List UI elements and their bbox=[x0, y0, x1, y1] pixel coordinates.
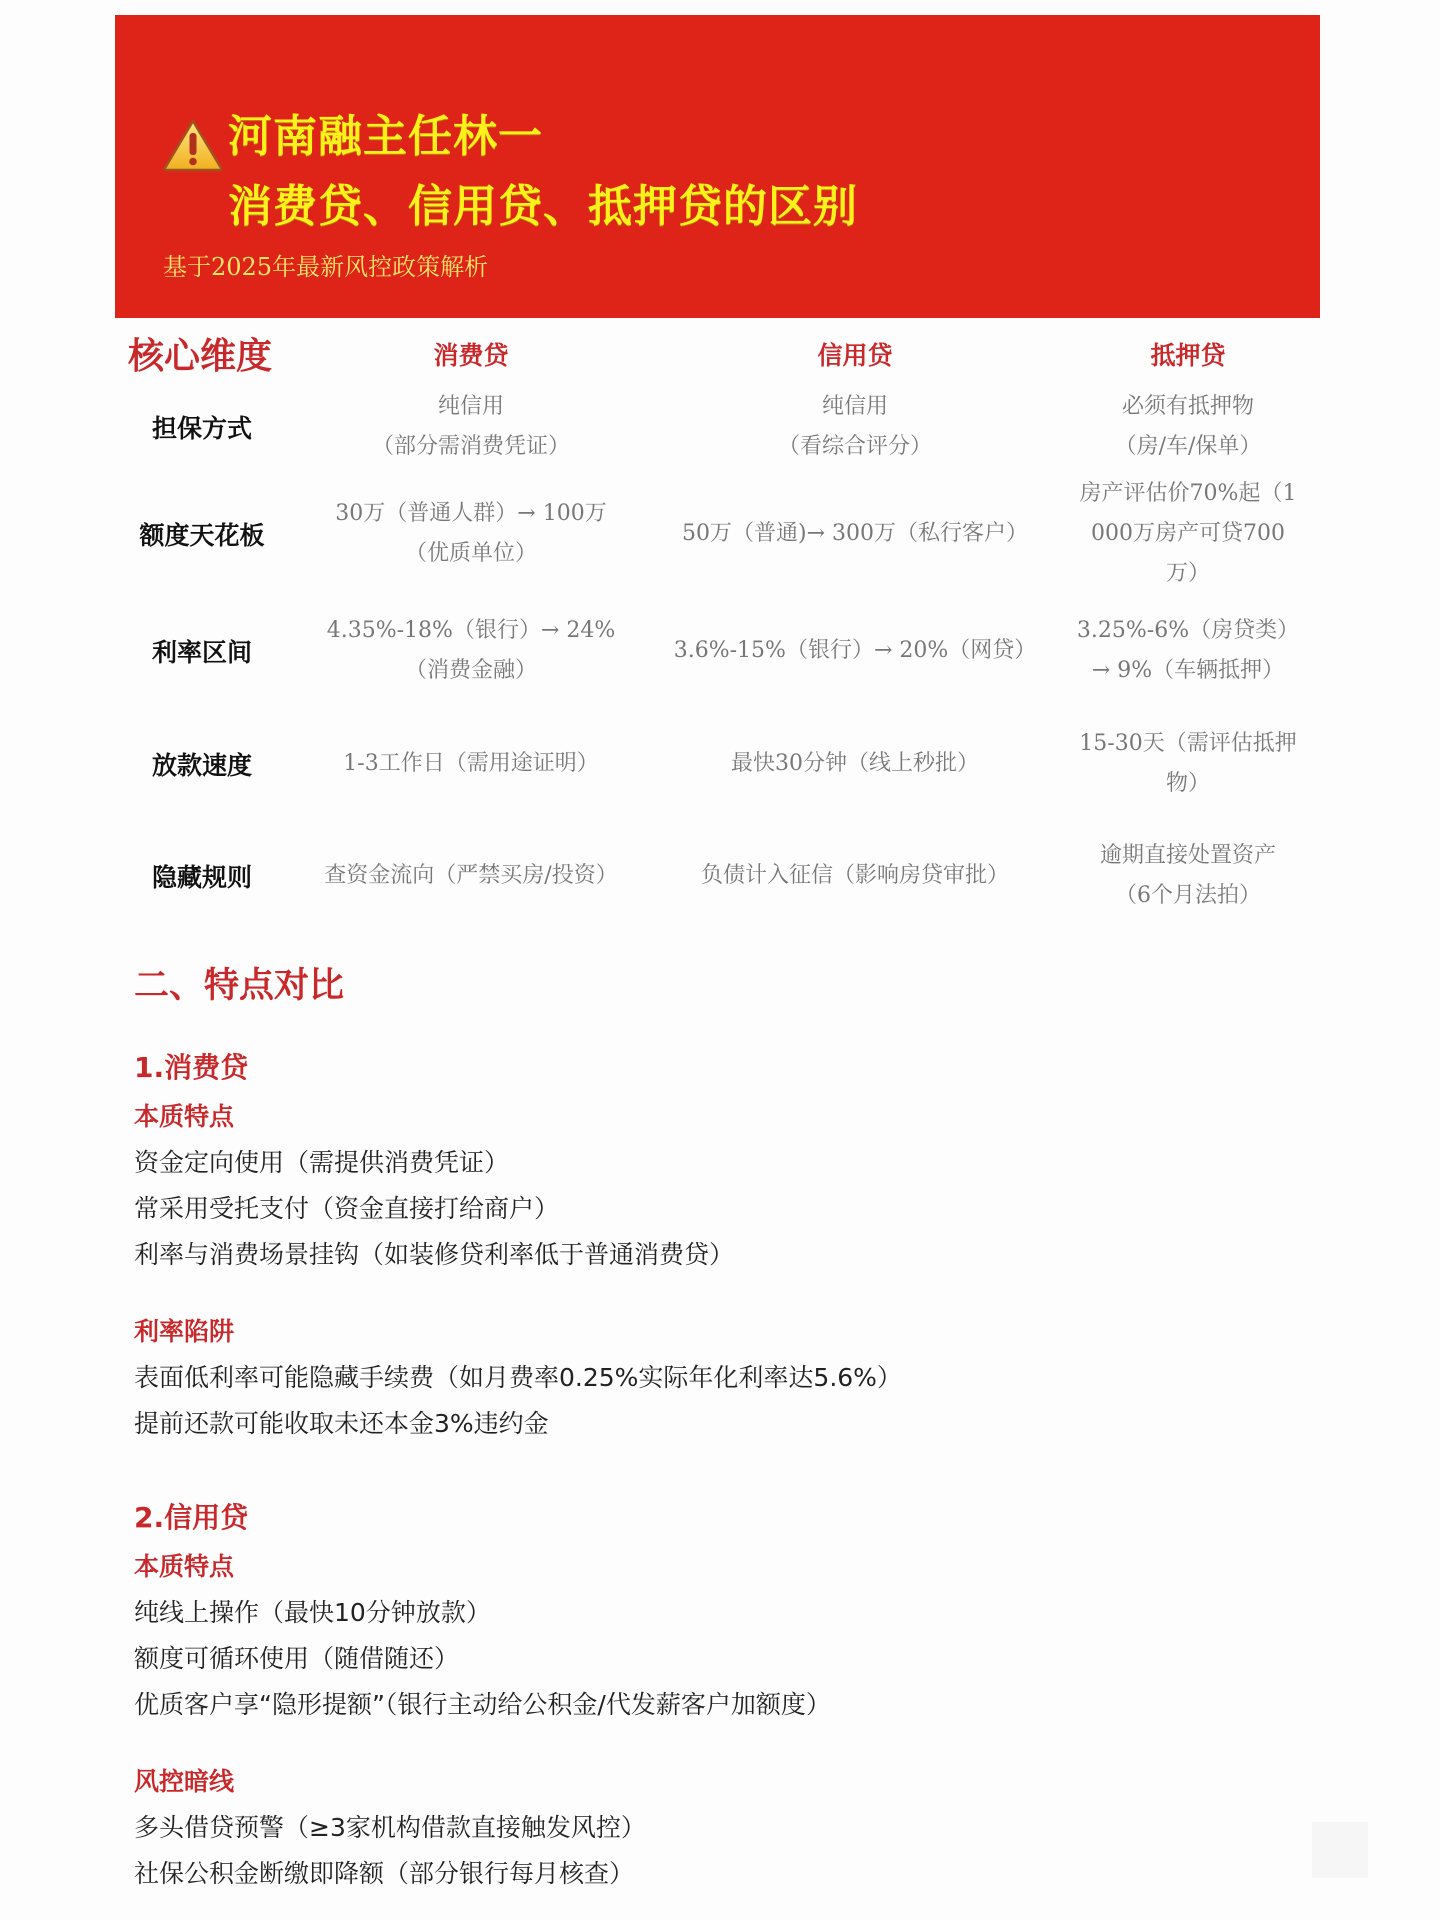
list-item: 常采用受托支付（资金直接打给商户） bbox=[134, 1194, 560, 1223]
section-title-feature-comparison: 二、特点对比 bbox=[134, 966, 345, 1006]
warning-triangle-icon bbox=[162, 118, 224, 172]
consumer-trap-title: 利率陷阱 bbox=[134, 1317, 235, 1346]
table-cell: 15-30天（需评估抵押 物） bbox=[1079, 731, 1297, 796]
consumer-loan-heading: 1.消费贷 bbox=[134, 1051, 249, 1084]
list-item: 社保公积金断缴即降额（部分银行每月核查） bbox=[134, 1859, 635, 1888]
list-item: 额度可循环使用（随借随还） bbox=[134, 1644, 460, 1673]
column-header-mortgage-loan: 抵押贷 bbox=[1150, 341, 1226, 370]
table-cell: 必须有抵押物 （房/车/保单） bbox=[1114, 394, 1262, 459]
table-cell: 50万（普通)→ 300万（私行客户） bbox=[682, 521, 1028, 546]
table-cell: 3.6%-15%（银行）→ 20%（网贷） bbox=[673, 638, 1037, 663]
list-item: 提前还款可能收取未还本金3%违约金 bbox=[134, 1409, 549, 1438]
table-cell: 1-3工作日（需用途证明） bbox=[343, 751, 599, 776]
list-item: 纯线上操作（最快10分钟放款） bbox=[134, 1598, 491, 1627]
table-cell: 最快30分钟（线上秒批） bbox=[731, 751, 979, 776]
list-item: 利率与消费场景挂钩（如装修贷利率低于普通消费贷） bbox=[134, 1240, 735, 1269]
row-label-limit: 额度天花板 bbox=[139, 521, 265, 550]
banner-subtitle: 基于2025年最新风控政策解析 bbox=[163, 253, 489, 281]
table-cell: 纯信用 （部分需消费凭证） bbox=[371, 394, 571, 459]
consumer-essence-title: 本质特点 bbox=[134, 1102, 235, 1131]
list-item: 表面低利率可能隐藏手续费（如月费率0.25%实际年化利率达5.6%） bbox=[134, 1363, 902, 1392]
column-header-credit-loan: 信用贷 bbox=[817, 341, 893, 370]
list-item: 优质客户享“隐形提额”（银行主动给公积金/代发薪客户加额度） bbox=[134, 1690, 831, 1719]
list-item: 资金定向使用（需提供消费凭证） bbox=[134, 1148, 510, 1177]
table-corner-label: 核心维度 bbox=[128, 336, 273, 377]
list-item: 多头借贷预警（≥3家机构借款直接触发风控） bbox=[134, 1813, 646, 1842]
row-label-interest-rate: 利率区间 bbox=[151, 638, 253, 667]
table-cell: 30万（普通人群）→ 100万 （优质单位） bbox=[335, 501, 607, 566]
table-cell: 逾期直接处置资产 （6个月法拍） bbox=[1099, 843, 1277, 908]
table-cell: 查资金流向（严禁买房/投资） bbox=[324, 863, 618, 888]
column-header-consumer-loan: 消费贷 bbox=[433, 341, 509, 370]
row-label-guarantee: 担保方式 bbox=[151, 414, 253, 443]
row-label-disbursement-speed: 放款速度 bbox=[151, 751, 253, 780]
watermark bbox=[1312, 1822, 1368, 1878]
table-cell: 3.25%-6%（房贷类） → 9%（车辆抵押） bbox=[1076, 618, 1300, 683]
credit-essence-title: 本质特点 bbox=[134, 1552, 235, 1581]
table-cell: 负债计入征信（影响房贷审批） bbox=[700, 863, 1010, 888]
credit-risk-title: 风控暗线 bbox=[134, 1767, 235, 1796]
row-label-hidden-rules: 隐藏规则 bbox=[151, 863, 253, 892]
credit-loan-heading: 2.信用贷 bbox=[134, 1501, 249, 1534]
banner-title-line2: 消费贷、信用贷、抵押贷的区别 bbox=[228, 181, 858, 232]
banner-title-line1: 河南融主任林一 bbox=[228, 111, 543, 162]
table-cell: 房产评估价70%起（1 000万房产可贷700 万） bbox=[1079, 481, 1297, 586]
table-cell: 4.35%-18%（银行）→ 24% （消费金融） bbox=[326, 618, 616, 683]
table-cell: 纯信用 （看综合评分） bbox=[777, 394, 933, 459]
